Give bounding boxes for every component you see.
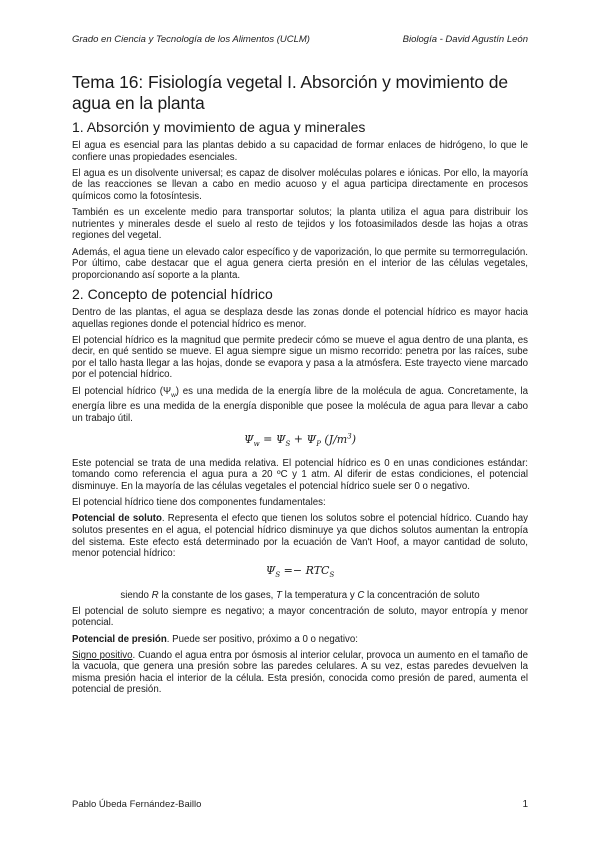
paragraph: También es un excelente medio para transportar solutos; la planta utiliza el agua para distribuir los nutrientes y minerales desde el suelo al resto de tejidos y los fotoasimilados desde las hojas a otras regiones del vegetal. [72,207,528,242]
equation-solute-potential: $\Psi_S =- RTC_S$ [265,564,335,580]
header-course: Grado en Ciencia y Tecnología de los Alimentos (UCLM) [72,34,310,45]
equation-water-potential: $\Psi_w = \Psi_S + \Psi_P$ $(J/m^3)$ [243,431,357,448]
paragraph-positive-sign: Signo positivo. Cuando el agua entra por ósmosis al interior celular, provoca un aumento en el tamaño de la vacuola, que genera una presión sobre las paredes celulares. A su vez, estas paredes devuelven la misma presión hacia el interior de la célula. Esta presión, conocida como presión de pared, aumenta el potencial de presión. [72,649,528,696]
paragraph: El agua es esencial para las plantas debido a su capacidad de formar enlaces de hidrógeno, lo que le confiere unas propiedades esenciales. [72,140,528,163]
paragraph-pressure-potential: Potencial de presión. Puede ser positivo, próximo a 0 o negativo: [72,633,358,645]
page-number: 1 [522,799,528,810]
paragraph: El potencial hídrico es la magnitud que permite predecir cómo se mueve el agua dentro de una planta, es decir, en qué sentido se mueve. El agua siempre sigue un mismo recorrido: penetra por las raíces, sube por el tallo hasta llegar a las hojas, donde se evapora y pasa a la atmósfera. Este trayecto viene marcado por el potencial hídrico. [72,334,528,381]
paragraph-solute-potential: Potencial de soluto. Representa el efecto que tienen los solutos sobre el potencial hídrico. Cuando hay solutos presentes en el agua, el potencial hídrico disminuye ya que dichos solutos aumentan la entropía del sistema. Este efecto está determinado por la ecuación de Van't Hoof, a mayor cantidad de soluto, menor potencial hídrico: [72,513,528,560]
footer-author: Pablo Úbeda Fernández-Baillo [72,799,202,810]
section-heading-1: 1. Absorción y movimiento de agua y minerales [72,119,366,135]
paragraph: El potencial hídrico tiene dos componentes fundamentales: [72,497,326,509]
paragraph: Además, el agua tiene un elevado calor específico y de vaporización, lo que permite su termorregulación. Por último, cabe destacar que el agua genera cierta presión en el interior de las células vegetales, proporcionando así soporte a la planta. [72,246,528,281]
header-subject-author: Biología - David Agustín León [402,34,528,45]
paragraph: El agua es un disolvente universal; es capaz de disolver moléculas polares e iónicas. Por ello, la mayoría de las reacciones se llevan a cabo en medio acuoso y el agua participa directamente en procesos químicos como la fotosíntesis. [72,167,528,202]
paragraph: El potencial de soluto siempre es negativo; a mayor concentración de soluto, mayor entropía y menor potencial. [72,605,528,629]
page-content [72,72,528,701]
paragraph-water-potential-definition: El potencial hídrico $(\Psi_w)$ es una medida de la energía libre de la molécula de agua. Concretamente, la energía libre es una medida de la energía disponible que posee la molécula de agua para llevar a cabo un trabajo útil. [72,385,528,424]
page-title: Tema 16: Fisiología vegetal I. Absorción y movimiento de agua en la planta [72,72,509,113]
paragraph: Este potencial se trata de una medida relativa. El potencial hídrico es 0 en unas condiciones estándar: tomando como referencia el agua pura a 20 ºC y 1 atm. Al diferir de estas condiciones, el potencial disminuye. En la mayoría de las células vegetales el potencial hídrico suele ser 0 o negativo. [72,457,528,492]
equation-note: siendo R la constante de los gases, T la temperatura y C la concentración de soluto [120,589,480,601]
section-heading-2: 2. Concepto de potencial hídrico [72,285,273,302]
paragraph: Dentro de las plantas, el agua se desplaza desde las zonas donde el potencial hídrico es mayor hacia aquellas regiones donde el potencial hídrico es menor. [72,306,528,330]
